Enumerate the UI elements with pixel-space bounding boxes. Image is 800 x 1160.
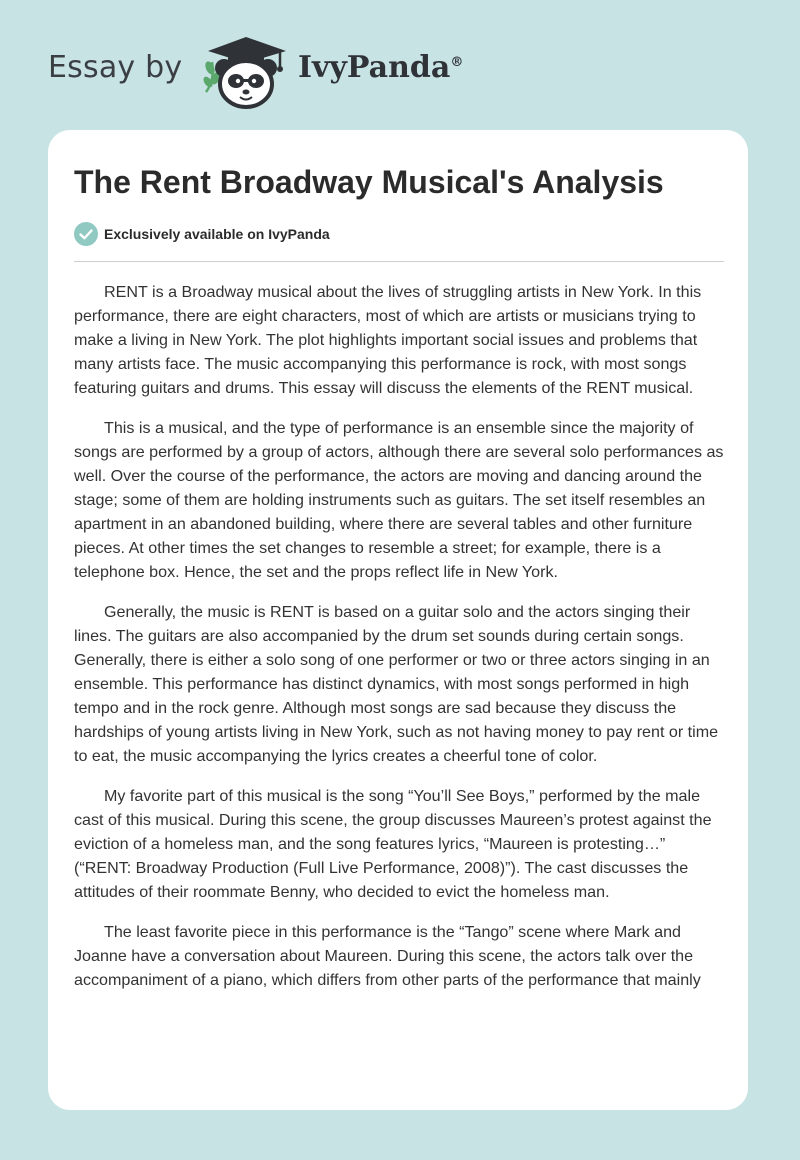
panda-logo-icon[interactable] — [200, 34, 292, 110]
paragraph: The least favorite piece in this performance is the “Tango” scene where Mark and Joanne have a conversation about Maureen. During this scene, the actors talk over the accompaniment of a piano, which differs from other parts of the performance that mainly — [74, 923, 701, 989]
site-header — [0, 0, 800, 130]
essay-card — [48, 130, 748, 1110]
registered-mark: ® — [450, 55, 464, 70]
availability-badge — [74, 222, 330, 246]
essay-body — [74, 280, 726, 1008]
check-circle-icon — [74, 222, 98, 246]
brand-name[interactable] — [298, 50, 463, 85]
brand-prefix: Essay by — [48, 50, 183, 85]
paragraph: This is a musical, and the type of performance is an ensemble since the majority of songs are performed by a group of actors, although there are several solo performances as well. Over the course of the performance, the actors are moving and dancing around the stage; some of them are holding instruments such as guitars. The set itself resembles an apartment in an abandoned building, where there are several tables and other furniture pieces. At other times the set changes to resemble a street; for example, there is a telephone box. Hence, the set and the props reflect life in New York. — [74, 419, 724, 581]
brand-name-text: IvyPanda — [298, 50, 451, 85]
paragraph: My favorite part of this musical is the song “You’ll See Boys,” performed by the male cast of this musical. During this scene, the group discusses Maureen’s protest against the eviction of a homeless man, and the song features lyrics, “Maureen is protesting…” (“RENT: Broadway Production (Full Live Performance, 2008)”). The cast discusses the attitudes of their roommate Benny, who decided to evict the homeless man. — [74, 787, 712, 901]
availability-text: Exclusively available on IvyPanda — [104, 226, 330, 242]
paragraph: RENT is a Broadway musical about the lives of struggling artists in New York. In this performance, there are eight characters, most of which are artists or musicians trying to make a living in New York. The plot highlights important social issues and problems that many artists face. The music accompanying this performance is rock, with most songs featuring guitars and drums. This essay will discuss the elements of the RENT musical. — [74, 283, 702, 397]
page-title: The Rent Broadway Musical's Analysis — [74, 164, 664, 200]
paragraph: Generally, the music is RENT is based on a guitar solo and the actors singing their lines. The guitars are also accompanied by the drum set sounds during certain songs. Generally, there is either a solo song of one performer or two or three actors singing in an ensemble. This performance has distinct dynamics, with most songs performed in high tempo and in the rock genre. Although most songs are sad because they discuss the hardships of young artists living in New York, such as not having money to pay rent or time to eat, the music accompanying the lyrics creates a cheerful tone of color. — [74, 603, 719, 765]
title-divider — [74, 261, 724, 262]
